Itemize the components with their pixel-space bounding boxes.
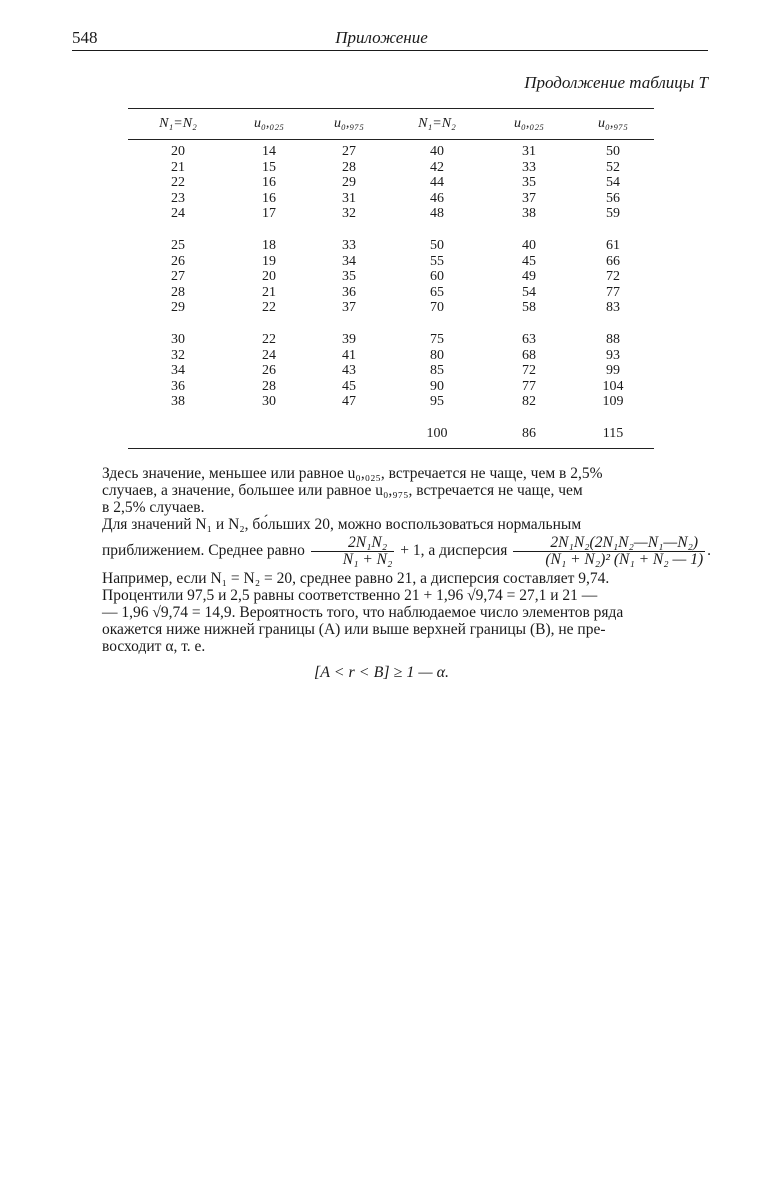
table-cell: 31 (342, 190, 356, 206)
table-cell: 95 (430, 394, 444, 410)
table-cell: 61 (606, 237, 620, 253)
table-cell: 26 (171, 253, 185, 269)
table-row (128, 144, 654, 160)
table-cell: 104 (602, 378, 624, 394)
table-cell: 37 (342, 300, 356, 316)
table-cell: 29 (342, 175, 356, 191)
table-cell: 21 (171, 159, 185, 175)
table-row (128, 379, 654, 395)
table-cell: 27 (171, 269, 185, 285)
table-cell: 82 (522, 394, 536, 410)
table-cell: 32 (171, 347, 185, 363)
table-cell: 31 (522, 144, 536, 159)
text-line: Процентили 97,5 и 2,5 равны соответственно 21 + 1,96 √9,74 = 27,1 и 21 — (102, 587, 598, 604)
text-line: случаев, а значение, большее или равное u₀,₉₇₅, встречается не чаще, чем (102, 482, 583, 499)
table-cell: 19 (262, 253, 276, 269)
table-cell: 83 (606, 300, 620, 316)
table-cell: 93 (606, 347, 620, 363)
text-line: Здесь значение, меньшее или равное u₀,₀₂₅, встречается не чаще, чем в 2,5% (102, 465, 603, 482)
table-cell: 80 (430, 347, 444, 363)
table-cell: 30 (171, 331, 185, 347)
text-line: восходит α, т. е. (102, 638, 206, 655)
table-cell (228, 426, 310, 442)
text-fragment: . (707, 542, 711, 560)
variance-fraction (513, 535, 705, 568)
table-cell: 46 (430, 190, 444, 206)
table-cell: 40 (522, 237, 536, 253)
table-cell: 109 (602, 394, 624, 410)
table-header-row (128, 109, 654, 140)
table-row (128, 175, 654, 191)
col-header: u₀,₉₇₅ (334, 116, 364, 131)
table-cell: 28 (342, 159, 356, 175)
table-cell: 34 (171, 363, 185, 379)
running-title: Приложение (335, 28, 428, 47)
table-body (128, 144, 654, 442)
table-cell: 65 (430, 284, 444, 300)
col-header: u₀,₉₇₅ (598, 116, 628, 131)
table-cell: 24 (171, 206, 185, 222)
table-cell: 75 (430, 331, 444, 347)
row-group-gap (128, 222, 654, 238)
table-cell: 42 (430, 159, 444, 175)
table-cell: 63 (522, 331, 536, 347)
table-cell: 14 (262, 144, 276, 159)
table-row (128, 254, 654, 270)
table-cell: 50 (606, 144, 620, 159)
table-cell: 72 (522, 363, 536, 379)
table-cell: 36 (171, 378, 185, 394)
table-cell (310, 426, 388, 442)
table-cell: 16 (262, 190, 276, 206)
table-cell: 29 (171, 300, 185, 316)
table-cell: 18 (262, 237, 276, 253)
table-cell: 47 (342, 394, 356, 410)
table-cell: 41 (342, 347, 356, 363)
table-row (128, 332, 654, 348)
table-cell: 38 (522, 206, 536, 222)
col-header: u₀,₀₂₅ (254, 116, 284, 131)
table-cell: 24 (262, 347, 276, 363)
table-cell (128, 426, 228, 442)
table-cell: 99 (606, 363, 620, 379)
table-row (128, 394, 654, 410)
paragraph-1 (72, 465, 708, 516)
table-row (128, 426, 654, 442)
table-cell: 22 (262, 300, 276, 316)
table-continuation-label: Продолжение таблицы T (524, 73, 708, 92)
table-cell: 66 (606, 253, 620, 269)
table-cell: 70 (430, 300, 444, 316)
table-bottom-rule (128, 448, 654, 449)
table-row (128, 191, 654, 207)
table-cell: 56 (606, 190, 620, 206)
table-cell: 45 (522, 253, 536, 269)
text-line: окажется ниже нижней границы (A) или выше верхней границы (B), не пре- (102, 621, 606, 638)
table-cell: 22 (171, 175, 185, 191)
table-cell: 36 (342, 284, 356, 300)
table-cell: 17 (262, 206, 276, 222)
table-cell: 90 (430, 378, 444, 394)
table-row (128, 269, 654, 285)
critical-values-table (128, 109, 654, 442)
row-group-gap (128, 410, 654, 426)
table-cell: 28 (171, 284, 185, 300)
table-cell: 50 (430, 237, 444, 253)
table-cell: 72 (606, 269, 620, 285)
table-cell: 85 (430, 363, 444, 379)
table-cell: 20 (171, 144, 185, 159)
table-cell: 35 (522, 175, 536, 191)
table-cell: 38 (171, 394, 185, 410)
table-cell: 44 (430, 175, 444, 191)
table-cell: 39 (342, 331, 356, 347)
table-cell: 77 (522, 378, 536, 394)
table-row (128, 238, 654, 254)
table-cell: 45 (342, 378, 356, 394)
table-cell: 34 (342, 253, 356, 269)
table-cell: 16 (262, 175, 276, 191)
paragraph-2 (72, 516, 711, 655)
table-cell: 49 (522, 269, 536, 285)
text-line: Например, если N₁ = N₂ = 20, среднее равно 21, а дисперсия составляет 9,74. (102, 570, 610, 587)
text-fragment: + 1, а дисперсия (400, 542, 508, 560)
table-cell: 33 (522, 159, 536, 175)
table-cell: 100 (426, 425, 448, 441)
table-cell: 48 (430, 206, 444, 222)
table-cell: 40 (430, 144, 444, 159)
table-cell: 32 (342, 206, 356, 222)
row-group-gap (128, 316, 654, 332)
table-cell: 30 (262, 394, 276, 410)
table-t (128, 108, 654, 449)
text-line (72, 534, 711, 568)
text-line: Для значений N₁ и N₂, бо́льших 20, можно воспользоваться нормальным (102, 516, 582, 533)
table-cell: 55 (430, 253, 444, 269)
table-cell: 54 (606, 175, 620, 191)
table-cell: 21 (262, 284, 276, 300)
fraction-denominator: (N₁ + N₂)² (N₁ + N₂ — 1) (545, 551, 704, 568)
text-line: — 1,96 √9,74 = 14,9. Вероятность того, что наблюдаемое число элементов ряда (102, 604, 624, 621)
table-cell: 115 (602, 425, 624, 441)
fraction-denominator: N₁ + N₂ (342, 551, 393, 568)
table-cell: 28 (262, 378, 276, 394)
table-row (128, 160, 654, 176)
table-cell: 37 (522, 190, 536, 206)
col-header: N₁=N₂ (418, 116, 456, 131)
col-header: u₀,₀₂₅ (514, 116, 544, 131)
table-cell: 86 (522, 425, 536, 441)
table-cell: 26 (262, 363, 276, 379)
table-row (128, 285, 654, 301)
table-cell: 88 (606, 331, 620, 347)
page-number: 548 (72, 28, 98, 47)
table-cell: 60 (430, 269, 444, 285)
table-cell: 58 (522, 300, 536, 316)
fraction-numerator: 2N₁N₂(2N₁N₂—N₁—N₂) (513, 535, 705, 552)
probability-formula: [A < r < B] ≥ 1 — α. (314, 664, 449, 681)
mean-fraction (311, 535, 395, 568)
table-cell: 23 (171, 190, 185, 206)
table-cell: 43 (342, 363, 356, 379)
table-cell: 15 (262, 159, 276, 175)
table-cell: 77 (606, 284, 620, 300)
table-row (128, 300, 654, 316)
table-cell: 33 (342, 237, 356, 253)
col-header: N₁=N₂ (159, 116, 197, 131)
text-line: в 2,5% случаев. (102, 499, 205, 516)
table-cell: 25 (171, 237, 185, 253)
table-row (128, 206, 654, 222)
table-cell: 20 (262, 269, 276, 285)
table-cell: 59 (606, 206, 620, 222)
table-cell: 52 (606, 159, 620, 175)
fraction-numerator: 2N₁N₂ (311, 535, 395, 552)
table-row (128, 363, 654, 379)
table-cell: 27 (342, 144, 356, 159)
table-row (128, 348, 654, 364)
table-cell: 22 (262, 331, 276, 347)
table-cell: 54 (522, 284, 536, 300)
table-cell: 68 (522, 347, 536, 363)
header-rule (72, 50, 708, 51)
text-fragment: приближением. Среднее равно (102, 542, 305, 560)
table-cell: 35 (342, 269, 356, 285)
